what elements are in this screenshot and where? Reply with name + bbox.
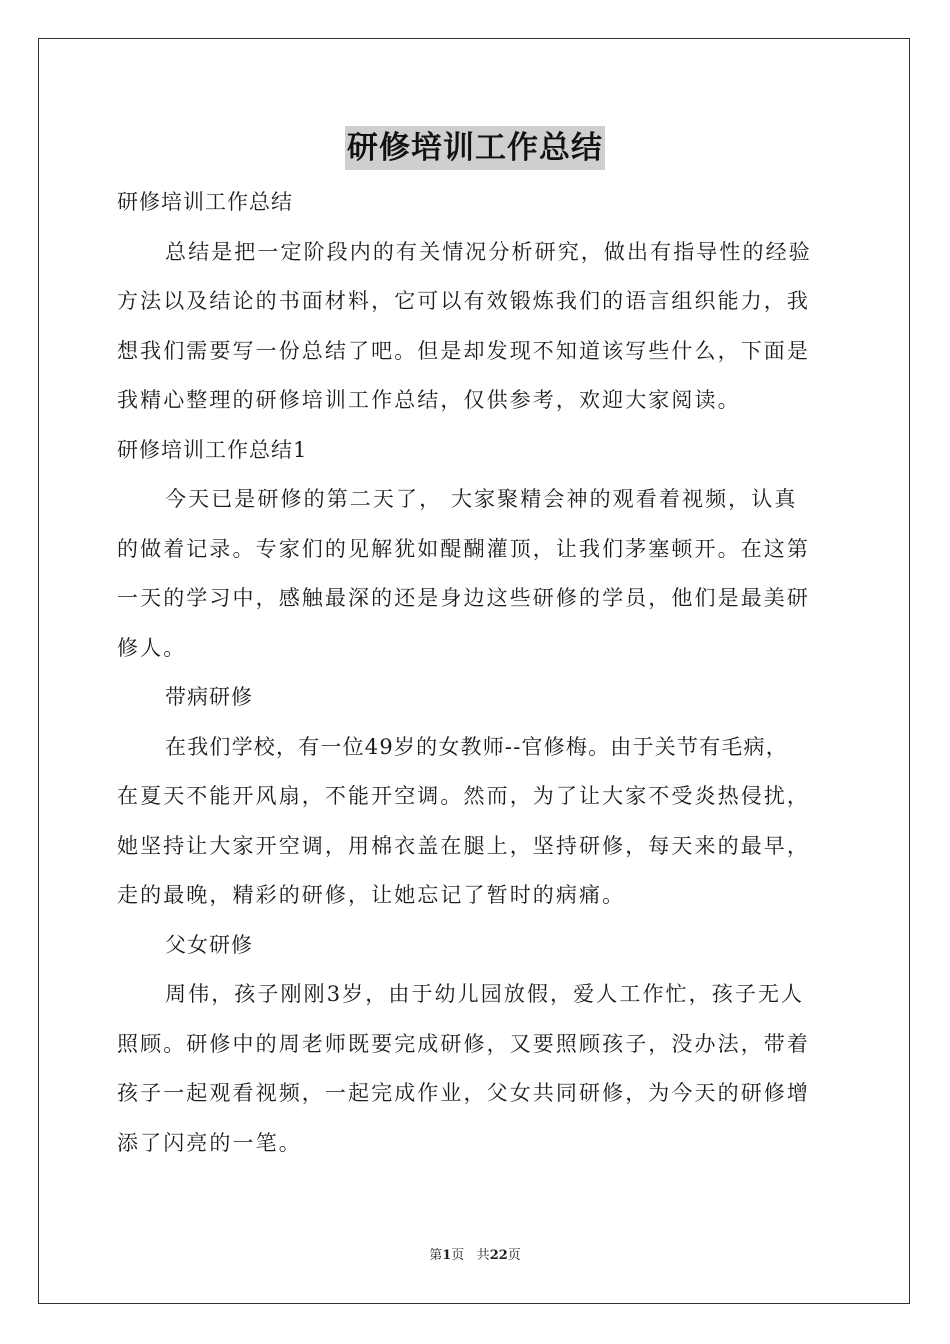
page-suffix: 页 [451,1248,465,1263]
body-line: 孩子一起观看视频，一起完成作业，父女共同研修，为今天的研修增 [117,1081,810,1105]
body-line: 想我们需要写一份总结了吧。但是却发现不知道该写些什么，下面是 [117,338,810,363]
page-current: 1 [442,1248,452,1263]
document-title: 研修培训工作总结 [345,126,605,170]
body-line: 修人。 [117,635,187,660]
page-total: 22 [489,1248,508,1263]
body-line: 我精心整理的研修培训工作总结，仅供参考，欢迎大家阅读。 [117,388,741,412]
body-line: 周伟，孩子刚刚3岁，由于幼儿园放假，爱人工作忙，孩子无人 [165,982,805,1006]
total-suffix: 页 [507,1248,521,1263]
body-line: 在夏天不能开风扇，不能开空调。然而，为了让大家不受炎热侵扰， [117,784,810,808]
body-line: 她坚持让大家开空调，用棉衣盖在腿上，坚持研修，每天来的最早， [117,833,810,858]
body-line: 研修培训工作总结 [117,190,293,214]
body-line: 走的最晚，精彩的研修，让她忘记了暂时的病痛。 [117,883,626,907]
body-line: 父女研修 [165,932,253,957]
body-line: 添了闪亮的一笔。 [117,1130,302,1155]
page-prefix: 第 [429,1248,443,1263]
body-line: 今天已是研修的第二天了， 大家聚精会神的观看着视频，认真 [165,487,798,511]
body-line: 照顾。研修中的周老师既要完成研修，又要照顾孩子，没办法，带着 [117,1031,810,1056]
body-line: 的做着记录。专家们的见解犹如醍醐灌顶，让我们茅塞顿开。在这第 [117,536,810,561]
document-body [117,178,837,1168]
body-line: 带病研修 [165,685,253,709]
body-line: 总结是把一定阶段内的有关情况分析研究，做出有指导性的经验 [165,239,812,264]
total-prefix: 共 [476,1248,490,1263]
body-line: 在我们学校，有一位49岁的女教师--官修梅。由于关节有毛病， [165,734,788,759]
body-line: 研修培训工作总结1 [117,437,308,462]
page-footer [0,1246,950,1266]
body-line: 一天的学习中，感触最深的还是身边这些研修的学员，他们是最美研 [117,586,810,610]
body-line: 方法以及结论的书面材料，它可以有效锻炼我们的语言组织能力，我 [117,289,810,313]
title-container [0,126,950,170]
